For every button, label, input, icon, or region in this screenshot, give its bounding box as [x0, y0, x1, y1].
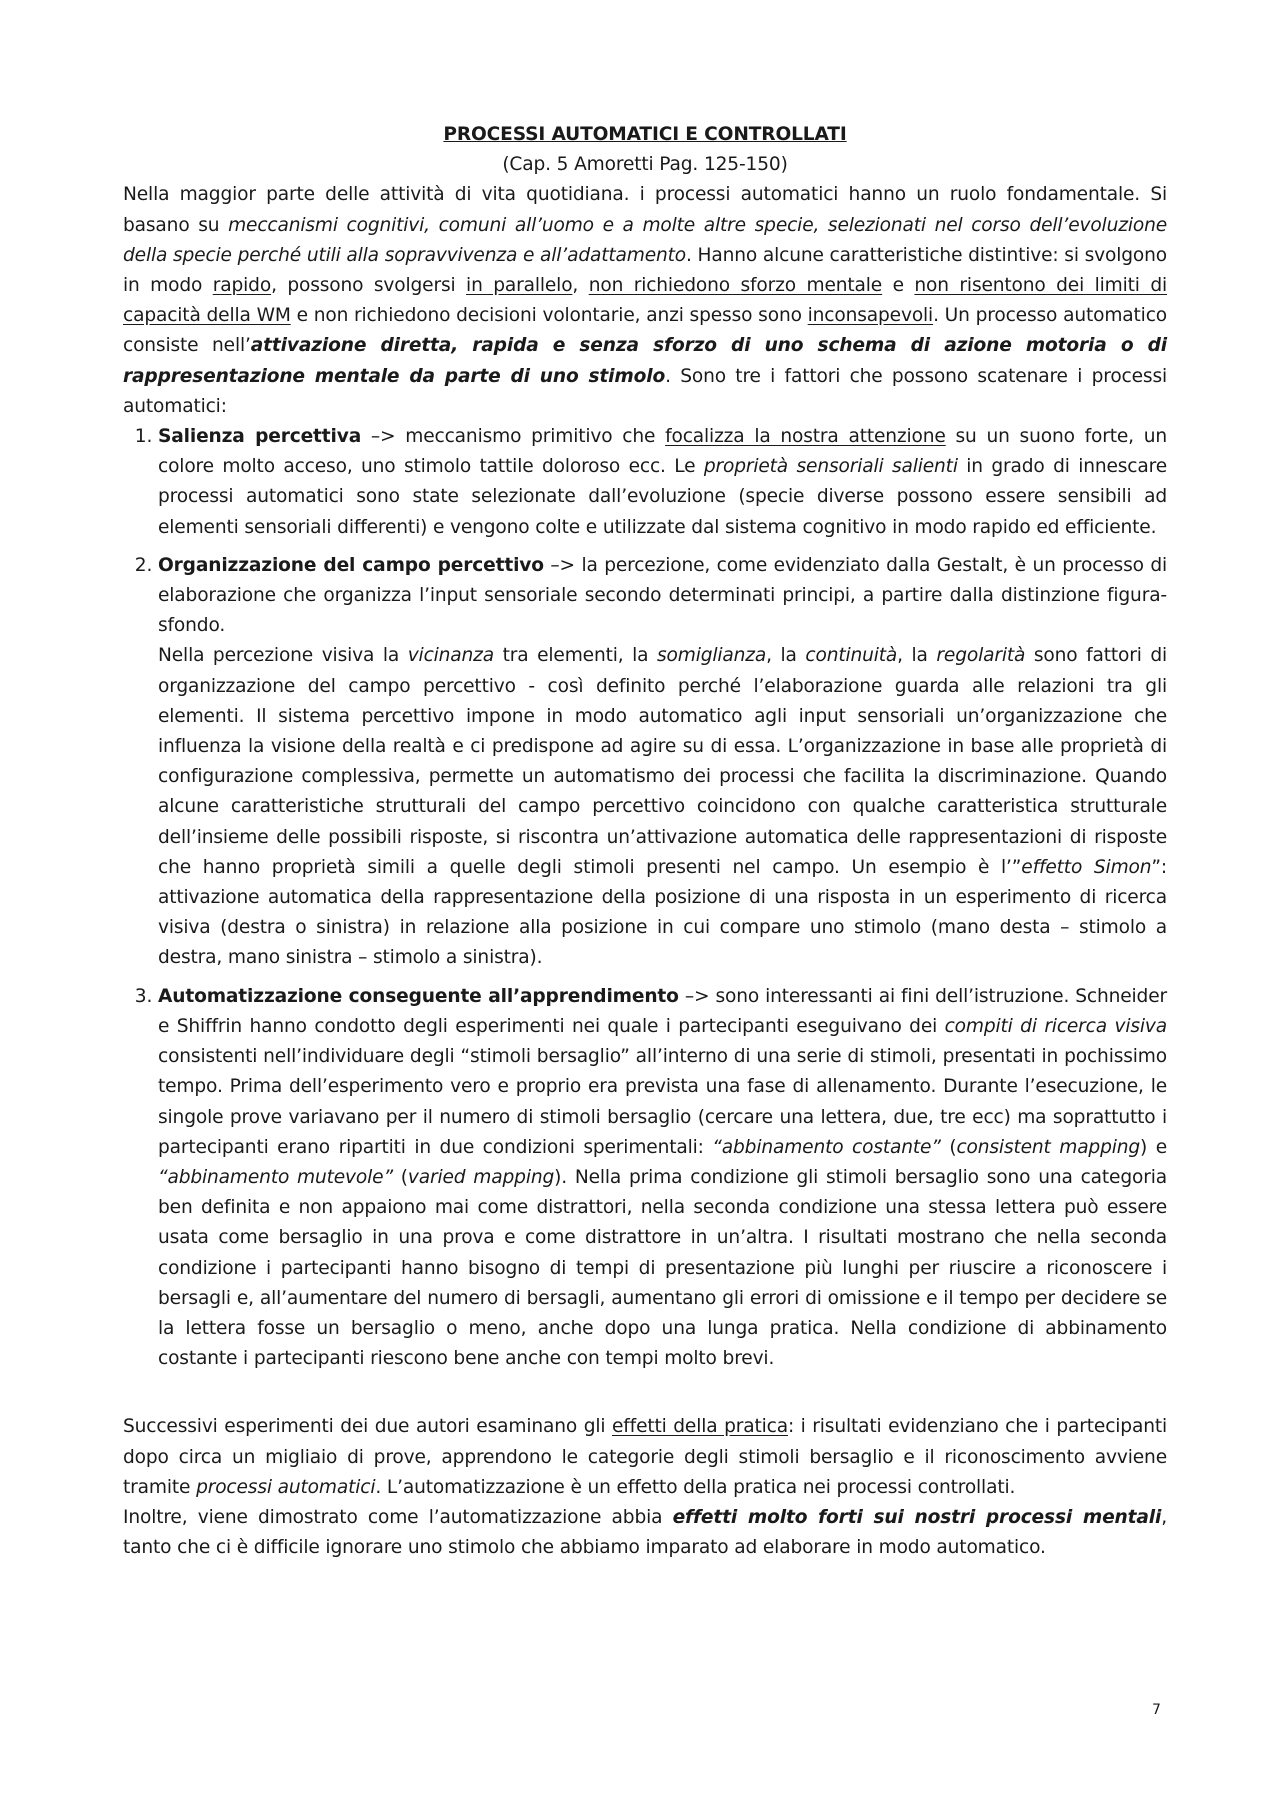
closing-paragraph: Successivi esperimenti dei due autori esaminano gli effetti della pratica: i risultati evidenziano che i partecipanti dopo circa un migliaio di prove, apprendono le categorie degli stimoli bersaglio e il riconoscimento avviene tramite processi automatici. L’automatizzazione è un effetto della pratica nei processi controllati.	[123, 1416, 1167, 1498]
factors-list	[123, 422, 1167, 1374]
page-subtitle: (Cap. 5 Amoretti Pag. 125-150)	[502, 154, 788, 176]
page-title: PROCESSI AUTOMATICI E CONTROLLATI	[443, 124, 847, 145]
document-body	[123, 120, 1167, 1563]
final-paragraph: Inoltre, viene dimostrato come l’automatizzazione abbia effetti molto forti sui nostri processi mentali, tanto che ci è difficile ignorare uno stimolo che abbiamo imparato ad elaborare in modo automatico.	[123, 1506, 1167, 1559]
list-item-organizzazione: 2. Organizzazione del campo percettivo –> la percezione, come evidenziato dalla Gestalt, è un processo di elaborazione che organizza l’input sensoriale secondo determinati principi, a partire dalla distinzione figura-sfondo. Nella percezione visiva la vicinanza tra elementi, la somiglianza, la continuità, la regolarità sono fattori di organizzazione del campo percettivo - così definito perché l’elaborazione guarda alle relazioni tra gli elementi. Il sistema percettivo impone in modo automatico agli input sensoriali un’organizzazione che influenza la visione della realtà e ci predispone ad agire su di essa. L’organizzazione in base alle proprietà di configurazione complessiva, permette un automatismo dei processi che facilita la discriminazione. Quando alcune caratteristiche strutturali del campo percettivo coincidono con qualche caratteristica strutturale dell’insieme delle possibili risposte, si riscontra un’attivazione automatica delle rappresentazioni di risposte che hanno proprietà simili a quelle degli stimoli presenti nel campo. Un esempio è l’”effetto Simon”: attivazione automatica della rappresentazione della posizione di una risposta in un esperimento di ricerca visiva (destra o sinistra) in relazione alla posizione in cui compare uno stimolo (mano desta – stimolo a destra, mano sinistra – stimolo a sinistra).	[158, 551, 1167, 974]
list-item-automatizzazione: 3. Automatizzazione conseguente all’apprendimento –> sono interessanti ai fini dell’istruzione. Schneider e Shiffrin hanno condotto degli esperimenti nei quale i partecipanti eseguivano dei compiti di ricerca visiva consistenti nell’individuare degli “stimoli bersaglio” all’interno di una serie di stimoli, presentati in pochissimo tempo. Prima dell’esperimento vero e proprio era prevista una fase di allenamento. Durante l’esecuzione, le singole prove variavano per il numero di stimoli bersaglio (cercare una lettera, due, tre ecc) ma soprattutto i partecipanti erano ripartiti in due condizioni sperimentali: “abbinamento costante” (consistent mapping) e “abbinamento mutevole” (varied mapping). Nella prima condizione gli stimoli bersaglio sono una categoria ben definita e non appaiono mai come distrattori, nella seconda condizione una stessa lettera può essere usata come bersaglio in una prova e come distrattore in un’altra. I risultati mostrano che nella seconda condizione i partecipanti hanno bisogno di tempi di presentazione più lunghi per riuscire a riconoscere i bersagli e, all’aumentare del numero di bersagli, aumentano gli errori di omissione e il tempo per decidere se la lettera fosse un bersaglio o meno, anche dopo una lunga pratica. Nella condizione di abbinamento costante i partecipanti riescono bene anche con tempi molto brevi.	[158, 982, 1167, 1375]
list-item-salienza: 1. Salienza percettiva –> meccanismo primitivo che focalizza la nostra attenzione su un suono forte, un colore molto acceso, uno stimolo tattile doloroso ecc. Le proprietà sensoriali salienti in grado di innescare processi automatici sono state selezionate dall’evoluzione (specie diverse possono essere sensibili ad elementi sensoriali differenti) e vengono colte e utilizzate dal sistema cognitivo in modo rapido ed efficiente.	[158, 422, 1167, 543]
spacer	[123, 1382, 1167, 1412]
page-number: 7	[1152, 1702, 1161, 1718]
intro-paragraph: Nella maggior parte delle attività di vita quotidiana. i processi automatici hanno un ruolo fondamentale. Si basano su meccanismi cognitivi, comuni all’uomo e a molte altre specie, selezionati nel corso dell’evoluzione della specie perché utili alla sopravvivenza e all’adattamento. Hanno alcune caratteristiche distintive: si svolgono in modo rapido, possono svolgersi in parallelo, non richiedono sforzo mentale e non risentono dei limiti di capacità della WM e non richiedono decisioni volontarie, anzi spesso sono inconsapevoli. Un processo automatico consiste nell’attivazione diretta, rapida e senza sforzo di uno schema di azione motoria o di rappresentazione mentale da parte di uno stimolo. Sono tre i fattori che possono scatenare i processi automatici:	[123, 184, 1167, 417]
